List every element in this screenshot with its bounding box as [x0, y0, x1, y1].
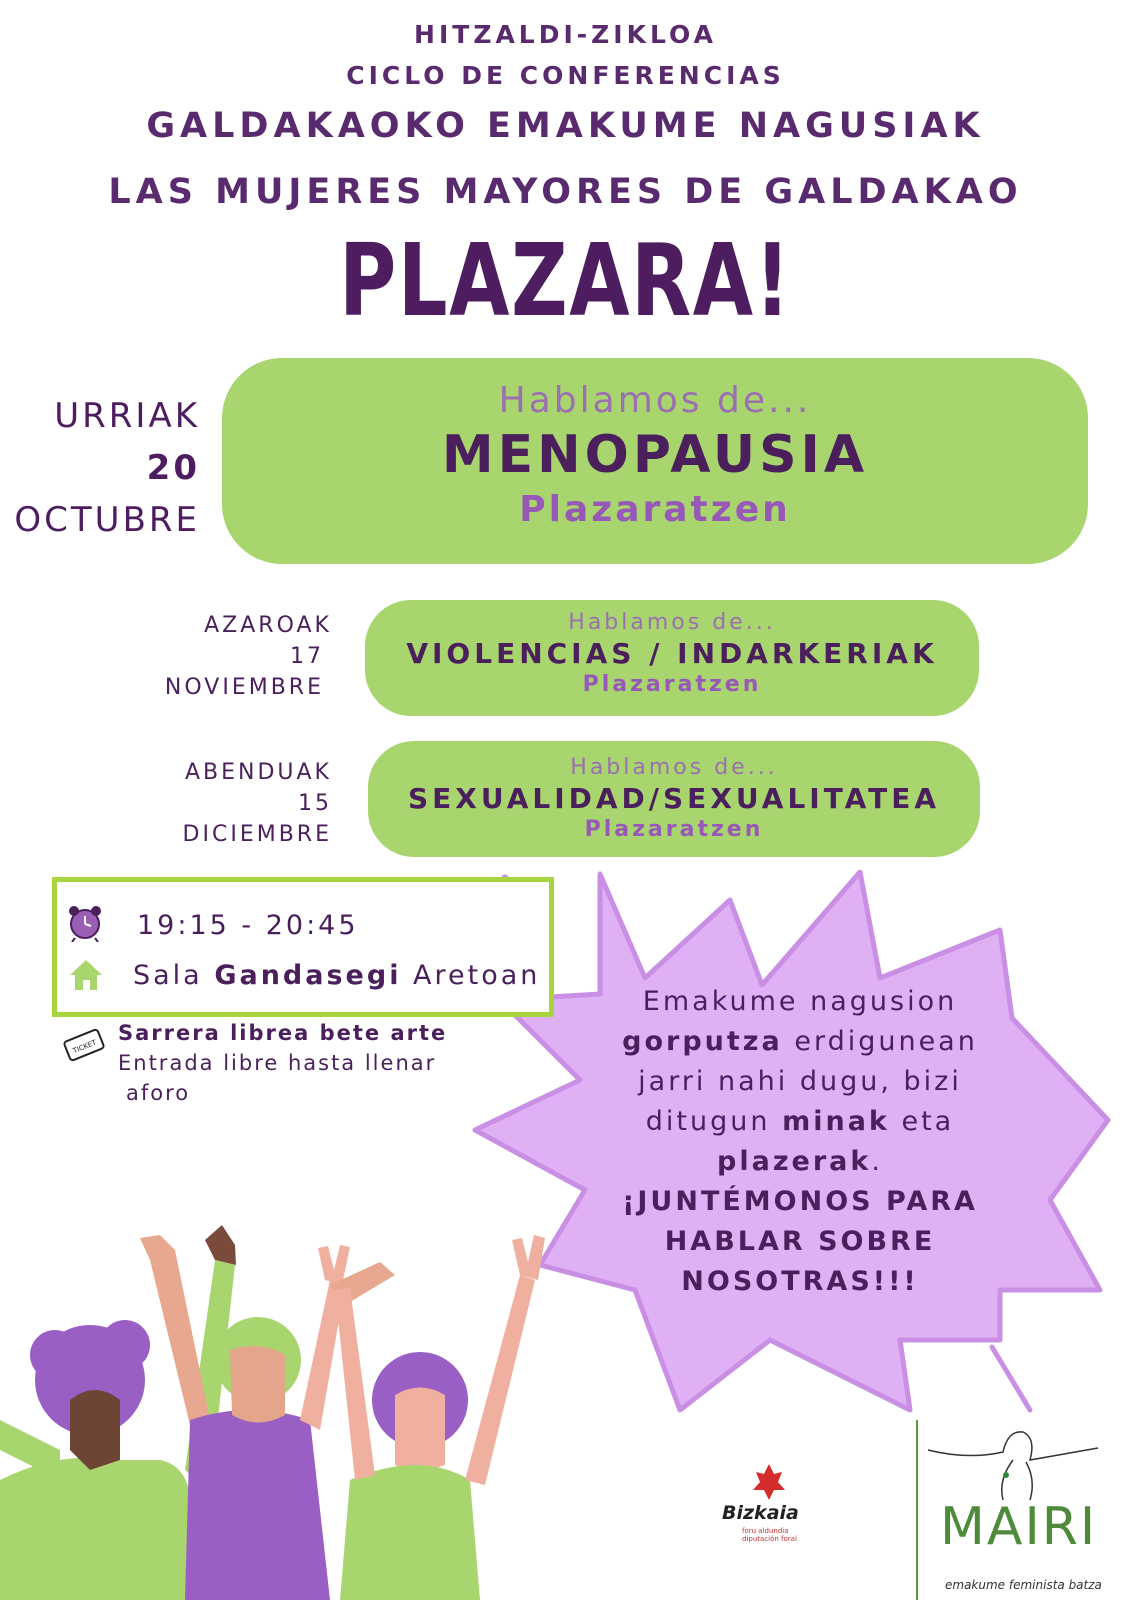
entry-info: [118, 1018, 447, 1108]
bizkaia-sub-2: diputación foral: [742, 1535, 797, 1543]
bubble-bold-plazerak: plazerak: [717, 1146, 872, 1177]
event-3-date: [100, 757, 332, 850]
bubble-line-4: [590, 1102, 1010, 1142]
mairi-logo-text: MAIRI: [940, 1497, 1098, 1557]
event-1-date: [0, 390, 200, 546]
bubble-text: [590, 982, 1010, 1302]
bizkaia-logo-sub: [742, 1527, 797, 1543]
bubble-bold-minak: minak: [782, 1106, 890, 1137]
event-1-card: [222, 358, 1088, 564]
event-3-month-es: DICIEMBRE: [182, 822, 332, 847]
event-3-topic: SEXUALIDAD/SEXUALITATEA: [407, 782, 941, 815]
bubble-accent-3: [992, 1347, 1030, 1410]
event-3-footer: Plazaratzen: [584, 817, 764, 842]
event-time: 19:15 - 20:45: [137, 910, 359, 941]
entry-line-2: Entrada libre hasta llenar: [118, 1051, 437, 1075]
event-place-name: Gandasegi: [214, 960, 402, 991]
event-2-footer: Plazaratzen: [582, 672, 762, 697]
event-1-footer: Plazaratzen: [519, 489, 791, 530]
header-line-4: LAS MUJERES MAYORES DE GALDAKAO: [108, 172, 1023, 212]
women-illustration: [0, 1220, 560, 1600]
bubble-line-8: NOSOTRAS!!!: [681, 1266, 919, 1297]
event-place: [133, 960, 540, 991]
event-2-intro: Hablamos de...: [568, 610, 776, 635]
bubble-line-5-rest: .: [871, 1146, 883, 1177]
ticket-icon-text: TICKET: [71, 1038, 98, 1056]
bizkaia-sub-1: foru aldundia: [742, 1527, 789, 1535]
event-1-month-es: OCTUBRE: [14, 500, 200, 540]
event-2-topic: VIOLENCIAS / INDARKERIAK: [406, 637, 938, 670]
bubble-bold-gorputza: gorputza: [622, 1026, 783, 1057]
bubble-line-3: jarri nahi dugu, bizi: [638, 1066, 962, 1097]
event-place-prefix: Sala: [133, 960, 203, 991]
event-1-topic: MENOPAUSIA: [441, 425, 869, 485]
entry-line-3: aforo: [126, 1081, 191, 1105]
event-3-intro: Hablamos de...: [570, 755, 778, 780]
bubble-line-6: ¡JUNTÉMONOS PARA: [622, 1186, 978, 1217]
event-1-intro: Hablamos de...: [498, 380, 812, 421]
bubble-line-4-a: ditugun: [645, 1106, 771, 1137]
event-2-month-eu: AZAROAK: [204, 613, 332, 638]
event-1-day: 20: [146, 448, 200, 488]
bubble-line-1: Emakume nagusion: [642, 986, 958, 1017]
header-line-3: GALDAKAOKO EMAKUME NAGUSIAK: [146, 106, 985, 146]
poster-title: PLAZARA!: [339, 222, 792, 339]
event-2-date: [100, 610, 332, 703]
bubble-line-5: [590, 1142, 1010, 1182]
header-line-2: CICLO DE CONFERENCIAS: [346, 61, 785, 90]
event-3-day: 15: [298, 791, 332, 816]
bizkaia-logo-text: Bizkaia: [722, 1502, 799, 1524]
bubble-line-4-b: eta: [901, 1106, 955, 1137]
bizkaia-logo-icon: [752, 1462, 786, 1502]
bubble-line-2-rest: erdigunean: [794, 1026, 978, 1057]
event-3-month-eu: ABENDUAK: [184, 760, 332, 785]
header-line-1: HITZALDI-ZIKLOA: [414, 20, 717, 49]
event-2-day: 17: [290, 644, 324, 669]
bubble-line-7: HABLAR SOBRE: [664, 1226, 936, 1257]
event-place-suffix: Aretoan: [413, 960, 541, 991]
bubble-line-2: [590, 1022, 1010, 1062]
info-box: [52, 877, 554, 1017]
event-2-card: [365, 600, 979, 716]
event-3-card: [368, 741, 980, 857]
event-2-month-es: NOVIEMBRE: [164, 675, 324, 700]
alarm-clock-icon: [67, 904, 103, 946]
ticket-icon: [62, 1027, 106, 1067]
event-1-month-eu: URRIAK: [54, 396, 200, 436]
house-icon: [69, 958, 103, 996]
mairi-figure-icon: [918, 1420, 1108, 1500]
entry-line-1: Sarrera librea bete arte: [118, 1021, 448, 1045]
mairi-logo-tagline: emakume feminista batza: [945, 1578, 1102, 1592]
